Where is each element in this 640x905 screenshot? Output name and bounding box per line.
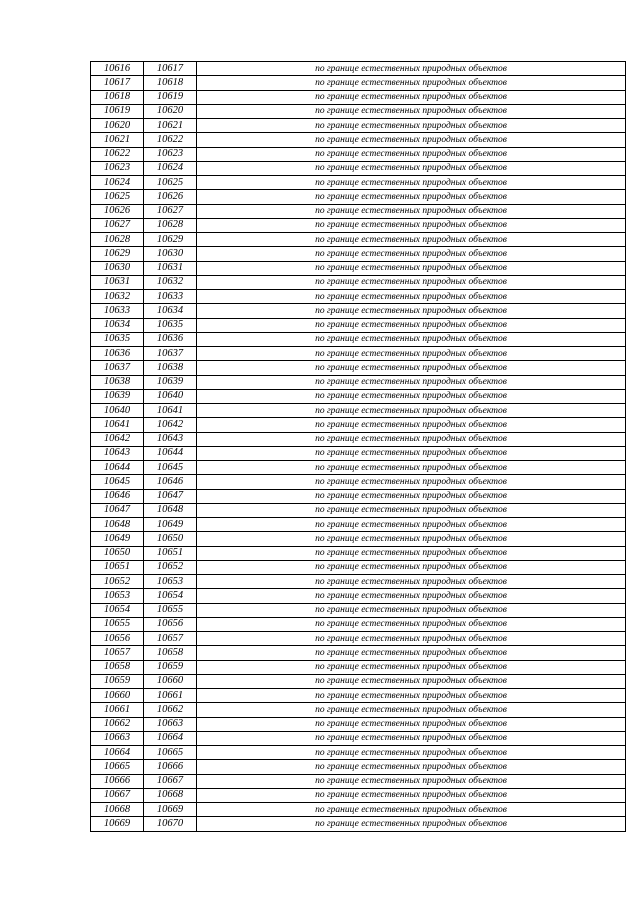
- boundary-description-cell: по границе естественных природных объектов: [197, 318, 626, 332]
- point-to-cell: 10664: [144, 731, 197, 745]
- point-to-cell: 10665: [144, 746, 197, 760]
- table-row: [91, 689, 626, 703]
- boundary-description-cell: по границе естественных природных объектов: [197, 432, 626, 446]
- point-to-cell: 10625: [144, 176, 197, 190]
- point-from-cell: 10652: [91, 575, 144, 589]
- table-row: [91, 418, 626, 432]
- point-to-cell: 10657: [144, 632, 197, 646]
- boundary-description-cell: по границе естественных природных объектов: [197, 788, 626, 802]
- table-row: [91, 290, 626, 304]
- boundary-description-cell: по границе естественных природных объектов: [197, 304, 626, 318]
- point-from-cell: 10636: [91, 347, 144, 361]
- table-row: [91, 247, 626, 261]
- boundary-description-cell: по границе естественных природных объектов: [197, 218, 626, 232]
- boundary-description-cell: по границе естественных природных объектов: [197, 532, 626, 546]
- boundary-description-cell: по границе естественных природных объектов: [197, 90, 626, 104]
- boundary-description-cell: по границе естественных природных объектов: [197, 104, 626, 118]
- table-row: [91, 660, 626, 674]
- boundary-description-cell: по границе естественных природных объектов: [197, 803, 626, 817]
- point-to-cell: 10663: [144, 717, 197, 731]
- boundary-description-cell: по границе естественных природных объектов: [197, 190, 626, 204]
- table-row: [91, 332, 626, 346]
- point-from-cell: 10644: [91, 461, 144, 475]
- table-row: [91, 532, 626, 546]
- table-row: [91, 347, 626, 361]
- table-row: [91, 717, 626, 731]
- point-from-cell: 10650: [91, 546, 144, 560]
- point-to-cell: 10670: [144, 817, 197, 831]
- point-to-cell: 10617: [144, 62, 197, 76]
- point-from-cell: 10660: [91, 689, 144, 703]
- point-from-cell: 10664: [91, 746, 144, 760]
- table-row: [91, 589, 626, 603]
- boundary-description-cell: по границе естественных природных объектов: [197, 176, 626, 190]
- point-to-cell: 10636: [144, 332, 197, 346]
- point-from-cell: 10655: [91, 617, 144, 631]
- point-from-cell: 10665: [91, 760, 144, 774]
- boundary-description-cell: по границе естественных природных объектов: [197, 119, 626, 133]
- boundary-description-cell: по границе естественных природных объектов: [197, 62, 626, 76]
- point-to-cell: 10662: [144, 703, 197, 717]
- point-to-cell: 10622: [144, 133, 197, 147]
- point-to-cell: 10666: [144, 760, 197, 774]
- boundary-description-cell: по границе естественных природных объектов: [197, 332, 626, 346]
- table-body: [91, 62, 626, 832]
- table-row: [91, 90, 626, 104]
- boundary-table: [90, 61, 626, 832]
- boundary-description-cell: по границе естественных природных объектов: [197, 660, 626, 674]
- point-from-cell: 10620: [91, 119, 144, 133]
- table-row: [91, 62, 626, 76]
- table-row: [91, 361, 626, 375]
- point-from-cell: 10640: [91, 404, 144, 418]
- point-from-cell: 10666: [91, 774, 144, 788]
- point-from-cell: 10635: [91, 332, 144, 346]
- table-row: [91, 404, 626, 418]
- point-from-cell: 10633: [91, 304, 144, 318]
- point-from-cell: 10616: [91, 62, 144, 76]
- point-from-cell: 10631: [91, 275, 144, 289]
- boundary-description-cell: по границе естественных природных объектов: [197, 404, 626, 418]
- point-from-cell: 10637: [91, 361, 144, 375]
- point-to-cell: 10619: [144, 90, 197, 104]
- table-row: [91, 119, 626, 133]
- point-from-cell: 10638: [91, 375, 144, 389]
- boundary-description-cell: по границе естественных природных объектов: [197, 717, 626, 731]
- table-row: [91, 817, 626, 831]
- point-from-cell: 10629: [91, 247, 144, 261]
- boundary-description-cell: по границе естественных природных объектов: [197, 290, 626, 304]
- boundary-description-cell: по границе естественных природных объектов: [197, 503, 626, 517]
- point-to-cell: 10650: [144, 532, 197, 546]
- point-from-cell: 10662: [91, 717, 144, 731]
- point-from-cell: 10621: [91, 133, 144, 147]
- table-row: [91, 518, 626, 532]
- table-row: [91, 603, 626, 617]
- point-to-cell: 10647: [144, 489, 197, 503]
- point-from-cell: 10669: [91, 817, 144, 831]
- table-row: [91, 233, 626, 247]
- boundary-description-cell: по границе естественных природных объектов: [197, 674, 626, 688]
- table-row: [91, 731, 626, 745]
- boundary-description-cell: по границе естественных природных объектов: [197, 389, 626, 403]
- table-row: [91, 674, 626, 688]
- boundary-description-cell: по границе естественных природных объектов: [197, 361, 626, 375]
- point-from-cell: 10647: [91, 503, 144, 517]
- point-to-cell: 10651: [144, 546, 197, 560]
- table-row: [91, 760, 626, 774]
- boundary-description-cell: по границе естественных природных объектов: [197, 461, 626, 475]
- point-from-cell: 10651: [91, 560, 144, 574]
- point-from-cell: 10622: [91, 147, 144, 161]
- boundary-description-cell: по границе естественных природных объектов: [197, 475, 626, 489]
- table-row: [91, 147, 626, 161]
- point-to-cell: 10660: [144, 674, 197, 688]
- point-from-cell: 10625: [91, 190, 144, 204]
- point-to-cell: 10649: [144, 518, 197, 532]
- boundary-description-cell: по границе естественных природных объектов: [197, 161, 626, 175]
- table-row: [91, 475, 626, 489]
- point-from-cell: 10630: [91, 261, 144, 275]
- point-to-cell: 10642: [144, 418, 197, 432]
- boundary-description-cell: по границе естественных природных объектов: [197, 703, 626, 717]
- boundary-description-cell: по границе естественных природных объектов: [197, 375, 626, 389]
- point-to-cell: 10637: [144, 347, 197, 361]
- table-row: [91, 133, 626, 147]
- table-row: [91, 304, 626, 318]
- point-to-cell: 10627: [144, 204, 197, 218]
- table-row: [91, 575, 626, 589]
- table-row: [91, 646, 626, 660]
- point-from-cell: 10654: [91, 603, 144, 617]
- table-row: [91, 190, 626, 204]
- table-row: [91, 218, 626, 232]
- point-to-cell: 10646: [144, 475, 197, 489]
- point-from-cell: 10649: [91, 532, 144, 546]
- table-row: [91, 774, 626, 788]
- boundary-description-cell: по границе естественных природных объектов: [197, 689, 626, 703]
- point-to-cell: 10621: [144, 119, 197, 133]
- table-row: [91, 104, 626, 118]
- point-to-cell: 10669: [144, 803, 197, 817]
- boundary-description-cell: по границе естественных природных объектов: [197, 774, 626, 788]
- point-to-cell: 10635: [144, 318, 197, 332]
- table-row: [91, 503, 626, 517]
- point-from-cell: 10643: [91, 446, 144, 460]
- boundary-description-cell: по границе естественных природных объектов: [197, 204, 626, 218]
- point-to-cell: 10655: [144, 603, 197, 617]
- boundary-description-cell: по границе естественных природных объектов: [197, 603, 626, 617]
- point-from-cell: 10619: [91, 104, 144, 118]
- point-from-cell: 10624: [91, 176, 144, 190]
- point-from-cell: 10646: [91, 489, 144, 503]
- point-from-cell: 10632: [91, 290, 144, 304]
- point-to-cell: 10659: [144, 660, 197, 674]
- point-from-cell: 10623: [91, 161, 144, 175]
- point-to-cell: 10630: [144, 247, 197, 261]
- point-to-cell: 10632: [144, 275, 197, 289]
- table-row: [91, 546, 626, 560]
- point-to-cell: 10658: [144, 646, 197, 660]
- table-row: [91, 803, 626, 817]
- point-to-cell: 10618: [144, 76, 197, 90]
- boundary-description-cell: по границе естественных природных объектов: [197, 817, 626, 831]
- boundary-description-cell: по границе естественных природных объектов: [197, 589, 626, 603]
- point-to-cell: 10640: [144, 389, 197, 403]
- boundary-description-cell: по границе естественных природных объектов: [197, 275, 626, 289]
- point-to-cell: 10667: [144, 774, 197, 788]
- point-to-cell: 10643: [144, 432, 197, 446]
- boundary-description-cell: по границе естественных природных объектов: [197, 261, 626, 275]
- point-to-cell: 10641: [144, 404, 197, 418]
- point-from-cell: 10645: [91, 475, 144, 489]
- table-row: [91, 389, 626, 403]
- table-row: [91, 176, 626, 190]
- point-from-cell: 10668: [91, 803, 144, 817]
- table-row: [91, 632, 626, 646]
- table-row: [91, 788, 626, 802]
- point-to-cell: 10634: [144, 304, 197, 318]
- point-from-cell: 10659: [91, 674, 144, 688]
- point-from-cell: 10653: [91, 589, 144, 603]
- point-to-cell: 10633: [144, 290, 197, 304]
- point-from-cell: 10639: [91, 389, 144, 403]
- point-to-cell: 10628: [144, 218, 197, 232]
- point-to-cell: 10656: [144, 617, 197, 631]
- table-row: [91, 703, 626, 717]
- point-from-cell: 10628: [91, 233, 144, 247]
- boundary-description-cell: по границе естественных природных объектов: [197, 746, 626, 760]
- table-row: [91, 261, 626, 275]
- table-row: [91, 375, 626, 389]
- point-from-cell: 10617: [91, 76, 144, 90]
- point-to-cell: 10644: [144, 446, 197, 460]
- point-from-cell: 10641: [91, 418, 144, 432]
- boundary-description-cell: по границе естественных природных объектов: [197, 418, 626, 432]
- point-from-cell: 10663: [91, 731, 144, 745]
- point-to-cell: 10620: [144, 104, 197, 118]
- point-to-cell: 10624: [144, 161, 197, 175]
- boundary-description-cell: по границе естественных природных объектов: [197, 133, 626, 147]
- table-row: [91, 489, 626, 503]
- table-row: [91, 617, 626, 631]
- boundary-description-cell: по границе естественных природных объектов: [197, 233, 626, 247]
- point-to-cell: 10648: [144, 503, 197, 517]
- boundary-description-cell: по границе естественных природных объектов: [197, 617, 626, 631]
- point-to-cell: 10623: [144, 147, 197, 161]
- point-to-cell: 10645: [144, 461, 197, 475]
- table-row: [91, 461, 626, 475]
- table-row: [91, 275, 626, 289]
- point-to-cell: 10639: [144, 375, 197, 389]
- point-from-cell: 10658: [91, 660, 144, 674]
- point-to-cell: 10638: [144, 361, 197, 375]
- boundary-description-cell: по границе естественных природных объектов: [197, 518, 626, 532]
- point-from-cell: 10642: [91, 432, 144, 446]
- boundary-description-cell: по границе естественных природных объектов: [197, 731, 626, 745]
- point-from-cell: 10661: [91, 703, 144, 717]
- boundary-description-cell: по границе естественных природных объектов: [197, 76, 626, 90]
- point-to-cell: 10653: [144, 575, 197, 589]
- boundary-description-cell: по границе естественных природных объектов: [197, 347, 626, 361]
- point-to-cell: 10631: [144, 261, 197, 275]
- point-from-cell: 10648: [91, 518, 144, 532]
- table-row: [91, 746, 626, 760]
- table-row: [91, 76, 626, 90]
- point-to-cell: 10654: [144, 589, 197, 603]
- boundary-description-cell: по границе естественных природных объектов: [197, 446, 626, 460]
- boundary-description-cell: по границе естественных природных объектов: [197, 646, 626, 660]
- table-row: [91, 432, 626, 446]
- boundary-description-cell: по границе естественных природных объектов: [197, 760, 626, 774]
- point-to-cell: 10661: [144, 689, 197, 703]
- boundary-description-cell: по границе естественных природных объектов: [197, 560, 626, 574]
- boundary-description-cell: по границе естественных природных объектов: [197, 247, 626, 261]
- point-from-cell: 10626: [91, 204, 144, 218]
- boundary-description-cell: по границе естественных природных объектов: [197, 489, 626, 503]
- point-to-cell: 10626: [144, 190, 197, 204]
- point-from-cell: 10618: [91, 90, 144, 104]
- point-to-cell: 10629: [144, 233, 197, 247]
- point-from-cell: 10627: [91, 218, 144, 232]
- point-from-cell: 10667: [91, 788, 144, 802]
- point-to-cell: 10652: [144, 560, 197, 574]
- boundary-description-cell: по границе естественных природных объектов: [197, 575, 626, 589]
- table-row: [91, 318, 626, 332]
- table-row: [91, 446, 626, 460]
- point-from-cell: 10656: [91, 632, 144, 646]
- table-row: [91, 161, 626, 175]
- boundary-description-cell: по границе естественных природных объектов: [197, 546, 626, 560]
- boundary-description-cell: по границе естественных природных объектов: [197, 632, 626, 646]
- point-from-cell: 10634: [91, 318, 144, 332]
- table-row: [91, 560, 626, 574]
- point-to-cell: 10668: [144, 788, 197, 802]
- point-from-cell: 10657: [91, 646, 144, 660]
- table-row: [91, 204, 626, 218]
- boundary-description-cell: по границе естественных природных объектов: [197, 147, 626, 161]
